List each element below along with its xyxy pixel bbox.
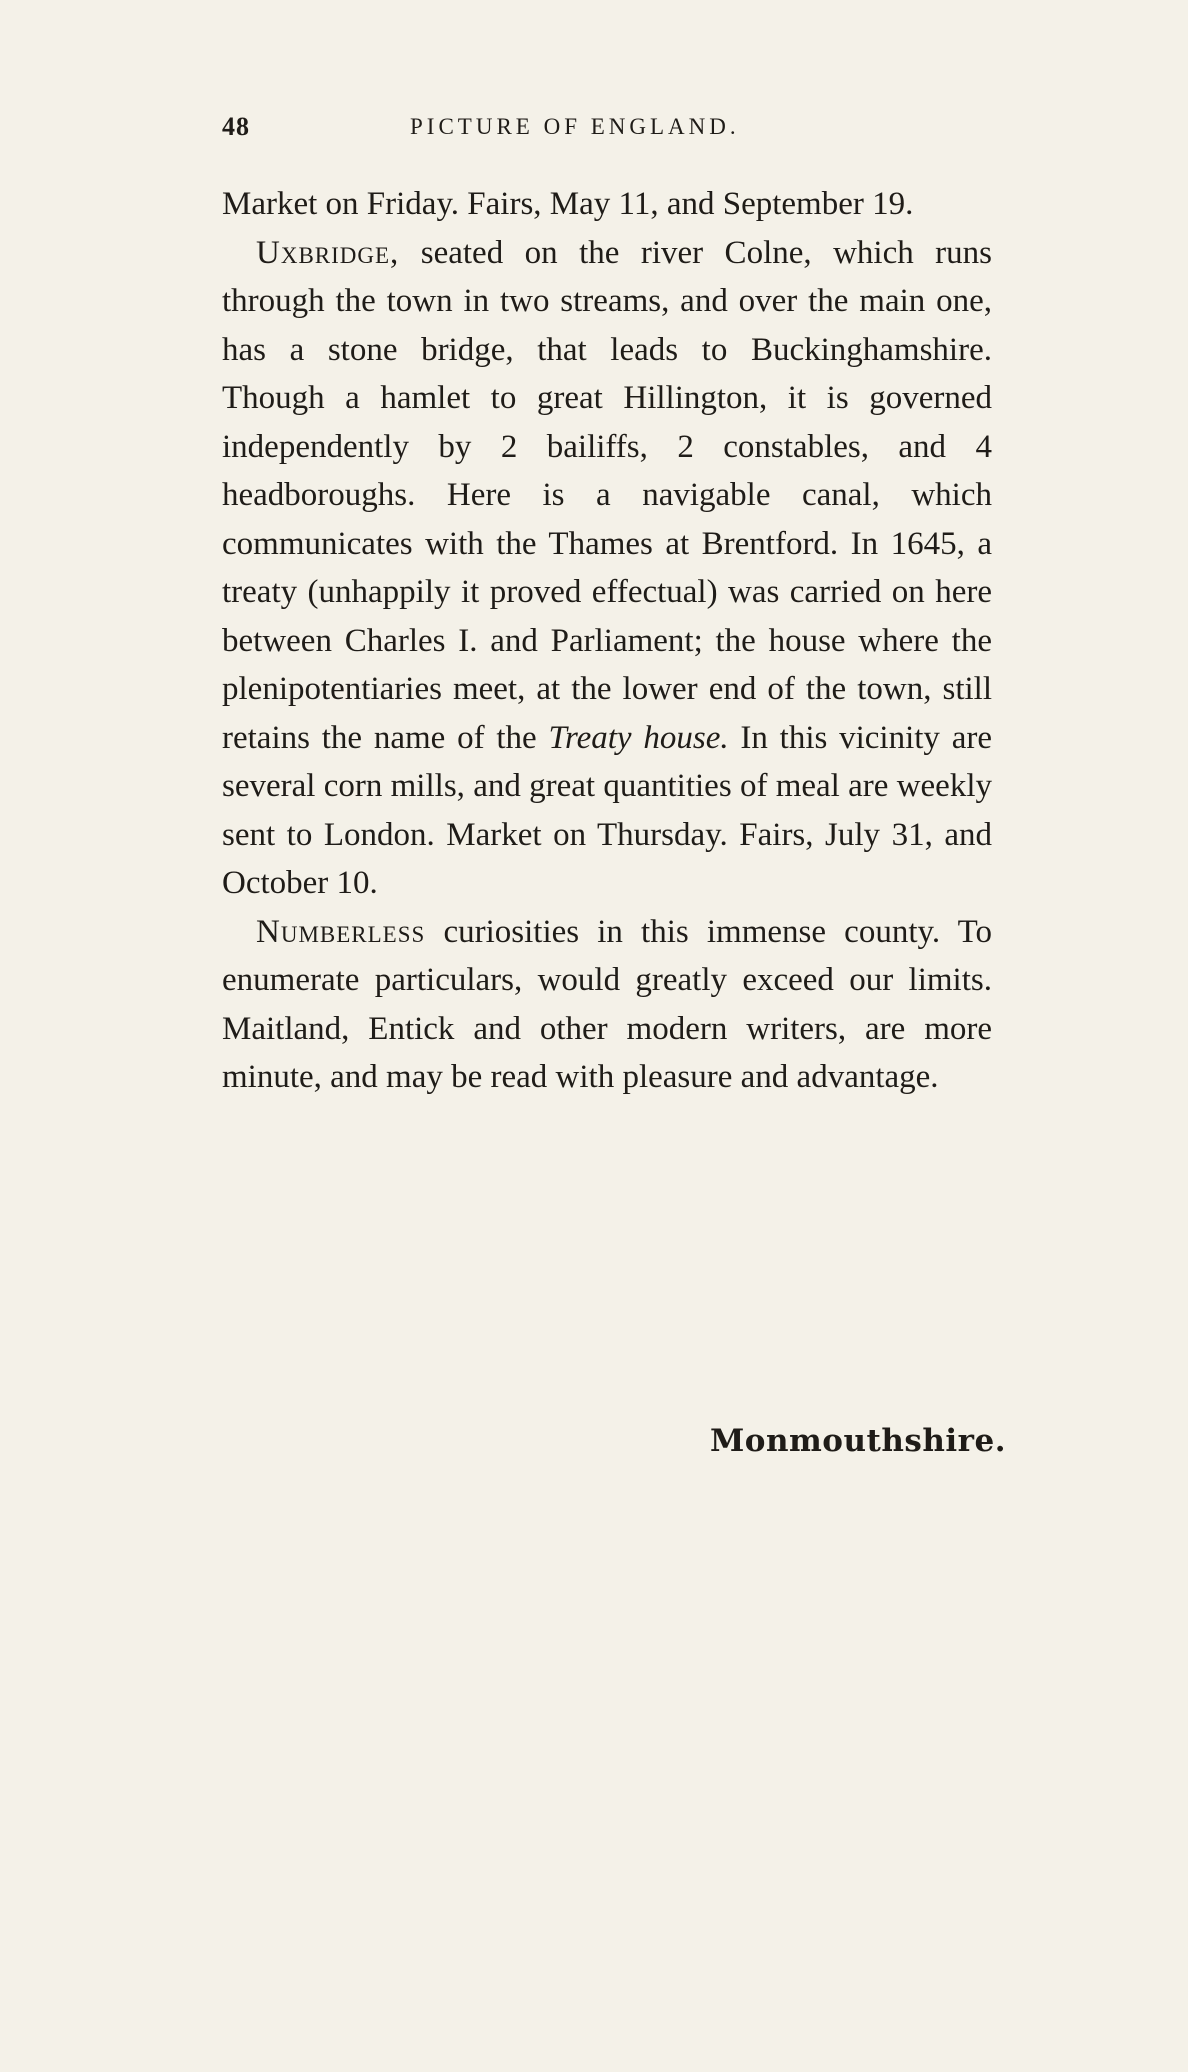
italic-phrase: Treaty house. [548, 719, 729, 756]
page-header [222, 112, 988, 152]
paragraph-market-fairs [222, 180, 992, 229]
paragraph-uxbridge [222, 229, 992, 908]
paragraph-text: curiosities in this immense county. To enumerate particulars, would greatly exceed our limits. Maitland, Entick and other modern writers, are more minute, and may be read with pleasure and advantage. [222, 913, 992, 1095]
paragraph-text: seated on the river Colne, which runs through the town in two streams, and over the main one, has a stone bridge, that leads to Buckinghamshire. Though a hamlet to great Hillington, it is governed independently by 2 bailiffs, 2 constables, and 4 headboroughs. Here is a navigable canal, which communicates with the Thames at Brentford. In 1645, a treaty (unhappily it proved effectual) was carried on here between Charles I. and Parliament; the house where the plenipotentiaries meet, at the lower end of the town, still retains the name of the [222, 234, 992, 756]
paragraph-curiosities [222, 908, 992, 1102]
paragraph-lead-word: Numberless [256, 913, 426, 950]
catchword: Monmouthshire. [709, 1423, 1006, 1459]
paragraph-lead-word: Uxbridge, [256, 234, 400, 271]
running-head: PICTURE OF ENGLAND. [410, 114, 740, 139]
page-number: 48 [222, 112, 250, 141]
paragraph-text: In this vicinity are several corn mills, and great quantities of meal are weekly sent to London. Market on Thursday. Fairs, July 31, and October 10. [222, 719, 992, 901]
body-text [222, 180, 992, 1102]
paragraph-text: Market on Friday. Fairs, May 11, and September 19. [222, 186, 914, 222]
